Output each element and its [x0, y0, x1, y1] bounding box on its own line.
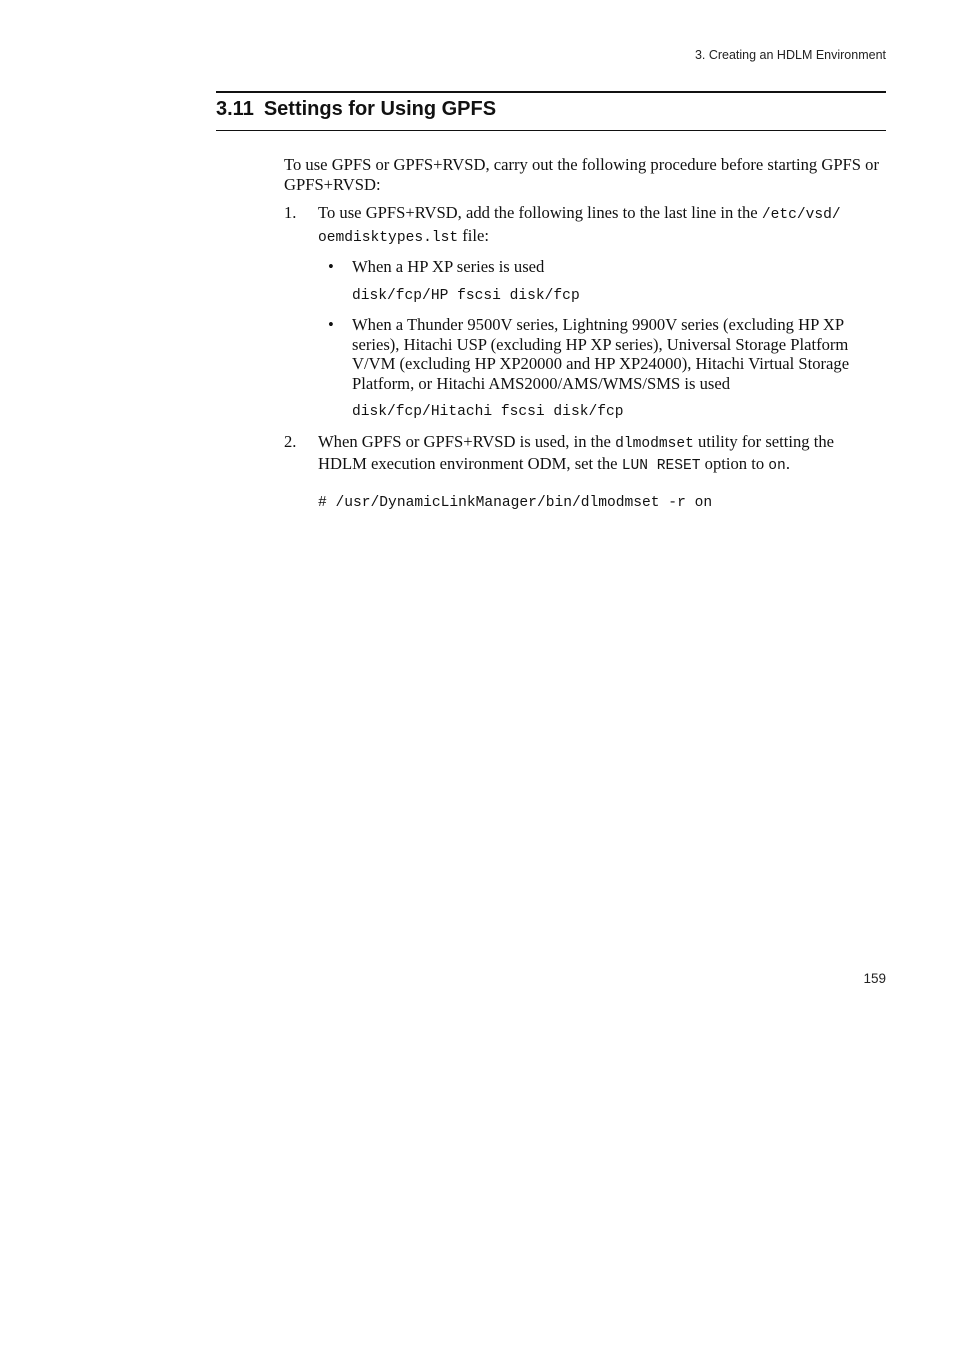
bullet-text: When a Thunder 9500V series, Lightning 9900V series (excluding HP XP series), Hitachi USP (excluding HP XP series), Universal Storage Platform V/VM (excluding HP XP20000 and HP XP24000), Hitachi Virtual Storage Platform, or Hitachi AMS2000/AMS/WMS/SMS is used	[352, 315, 850, 393]
running-header: 3. Creating an HDLM Environment	[694, 48, 886, 62]
utility-name-code: dlmodmset	[615, 435, 694, 452]
option-name-code: LUN RESET	[621, 458, 701, 474]
code-line: disk/fcp/HP fscsi disk/fcp	[352, 287, 580, 304]
file-path-code: /etc/vsd/ oemdisktypes.lst	[318, 207, 841, 246]
page-number: 159	[863, 971, 886, 986]
step-text	[318, 203, 886, 248]
step-1	[284, 203, 886, 423]
bullet-text: When a HP XP series is used	[352, 257, 545, 276]
step-text-part: To use GPFS+RVSD, add the following lines to the last line in the	[318, 203, 762, 222]
step-number: 1.	[284, 203, 297, 222]
option-value-code: on	[768, 458, 786, 474]
section-rule-bottom	[216, 130, 886, 131]
bullet-item	[318, 257, 886, 277]
code-line: disk/fcp/Hitachi fscsi disk/fcp	[352, 404, 624, 420]
bullet-marker: •	[328, 257, 334, 276]
step-text	[318, 432, 886, 477]
section-title: Settings for Using GPFS	[263, 98, 497, 120]
intro-paragraph: To use GPFS or GPFS+RVSD, carry out the following procedure before starting GPFS or GPFS+RVSD:	[284, 155, 879, 194]
step-2	[284, 432, 886, 477]
bullet-item	[318, 315, 886, 393]
section-heading	[216, 98, 496, 121]
section-rule-top	[216, 91, 886, 93]
command-line: # /usr/DynamicLinkManager/bin/dlmodmset -r on	[318, 494, 713, 511]
step-number: 2.	[284, 431, 297, 451]
step-text-part: utility for setting the HDLM execution environment ODM, set the	[318, 431, 835, 473]
step-text-part: option to	[700, 454, 769, 473]
step-text-part: .	[785, 454, 790, 473]
step-text-part: When GPFS or GPFS+RVSD is used, in the	[318, 431, 616, 451]
bullet-marker: •	[328, 315, 334, 334]
section-number: 3.11	[216, 98, 254, 120]
section-body	[284, 155, 886, 513]
step-text-part: file:	[458, 225, 489, 245]
